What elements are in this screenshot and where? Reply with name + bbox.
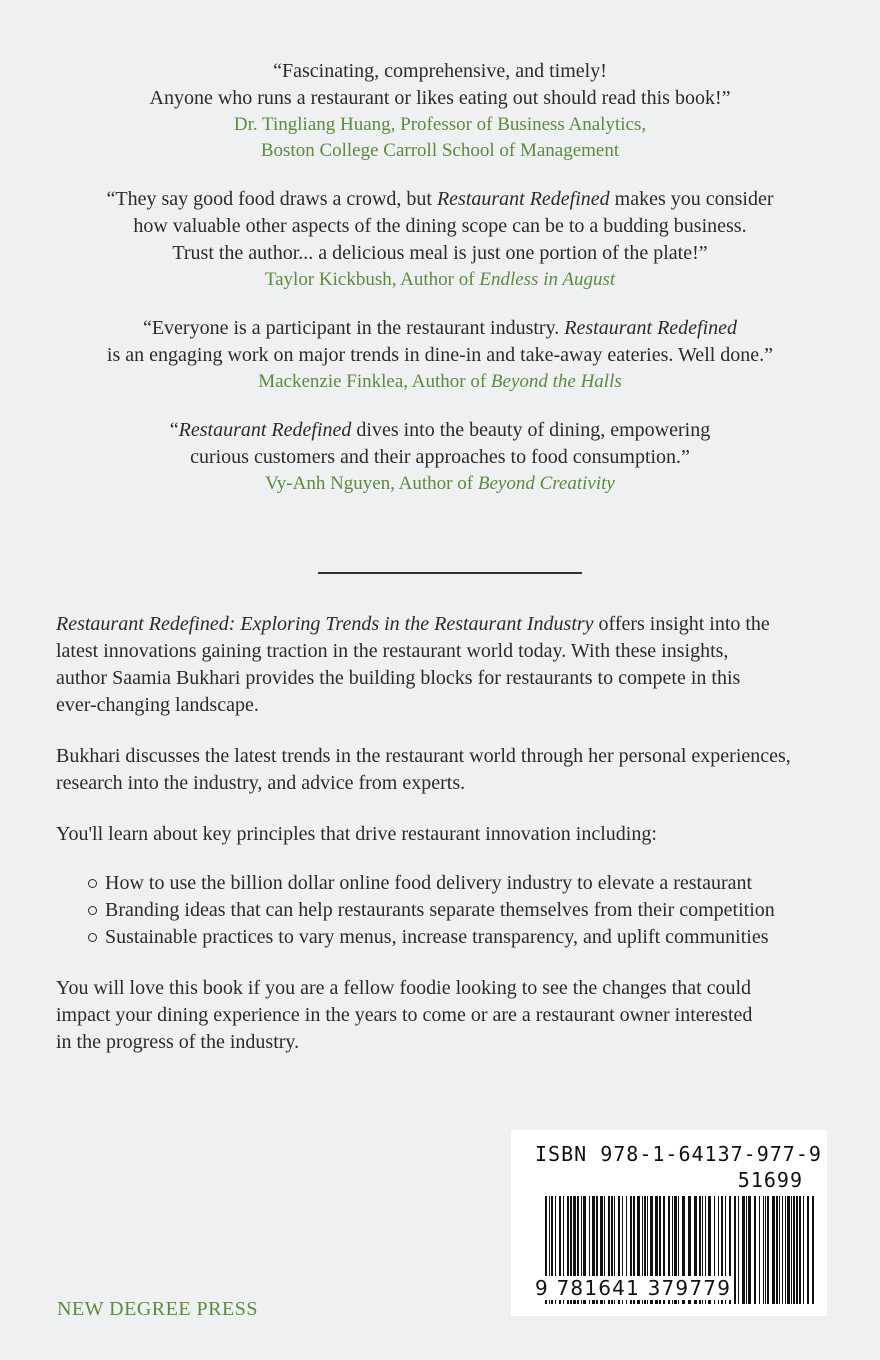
barcode-bar — [782, 1196, 783, 1304]
description-paragraph-3 — [56, 821, 836, 848]
barcode-bar — [796, 1196, 798, 1304]
barcode-bar — [791, 1196, 792, 1304]
text-line: in the progress of the industry. — [56, 1031, 300, 1053]
publisher-name: NEW DEGREE PRESS — [57, 1298, 258, 1320]
list-item — [88, 897, 836, 924]
barcode-bar — [793, 1196, 795, 1304]
quote-line: Trust the author... a delicious meal is just one portion of the plate!” — [172, 242, 708, 264]
price-code: 51699 — [737, 1168, 803, 1192]
quote-attribution: Taylor Kickbush, Author of Endless in August — [264, 269, 616, 290]
section-divider — [318, 572, 582, 574]
barcode-bar — [765, 1196, 766, 1304]
quote-line: how valuable other aspects of the dining scope can be to a budding business. — [133, 215, 747, 237]
barcode-bar — [772, 1196, 775, 1304]
barcode-bar — [742, 1196, 745, 1304]
principles-list — [56, 870, 836, 951]
text-line: Restaurant Redefined: Exploring Trends in the Restaurant Industry offers insight into the — [56, 613, 770, 635]
list-item — [88, 924, 836, 951]
quote-line: “Everyone is a participant in the restaurant industry. Restaurant Redefined — [142, 317, 738, 339]
circle-bullet-icon — [88, 933, 97, 942]
quote-line: Anyone who runs a restaurant or likes eating out should read this book!” — [149, 87, 731, 109]
text-line: ever-changing landscape. — [56, 694, 259, 716]
barcode-bar — [759, 1196, 760, 1304]
circle-bullet-icon — [88, 906, 97, 915]
description-paragraph-1 — [56, 611, 836, 719]
barcode-bar — [767, 1196, 769, 1304]
endorsement-3 — [0, 315, 880, 395]
quote-attribution: Dr. Tingliang Huang, Professor of Business Analytics, — [233, 114, 647, 135]
barcode-bar — [754, 1196, 756, 1304]
list-item-text: Branding ideas that can help restaurants separate themselves from their competition — [105, 899, 775, 921]
barcode-bar — [779, 1196, 780, 1304]
barcode-bar — [803, 1196, 804, 1304]
barcode-bar — [807, 1196, 809, 1304]
text-line: You'll learn about key principles that drive restaurant innovation including: — [56, 823, 657, 845]
endorsements — [0, 58, 880, 519]
ean-digits: 9 781641 379779 — [535, 1276, 732, 1300]
barcode-bar — [748, 1196, 751, 1304]
list-item — [88, 870, 836, 897]
description-paragraph-2 — [56, 743, 836, 797]
text-line: impact your dining experience in the years to come or are a restaurant owner interested — [56, 1004, 753, 1026]
barcode-bar — [763, 1196, 764, 1304]
barcode-bar — [734, 1196, 736, 1304]
isbn-barcode — [511, 1130, 827, 1316]
endorsement-2 — [0, 186, 880, 293]
barcode-bar — [738, 1196, 739, 1304]
barcode-bar — [812, 1196, 814, 1304]
circle-bullet-icon — [88, 879, 97, 888]
barcode-bar — [746, 1196, 747, 1304]
quote-line: “They say good food draws a crowd, but Restaurant Redefined makes you consider — [106, 188, 774, 210]
barcode-bar — [776, 1196, 778, 1304]
quote-attribution: Vy-Anh Nguyen, Author of Beyond Creativity — [265, 473, 615, 494]
barcode-bar — [787, 1196, 790, 1304]
list-item-text: How to use the billion dollar online food delivery industry to elevate a restaurant — [105, 872, 753, 894]
endorsement-1 — [0, 58, 880, 164]
description-paragraph-4 — [56, 975, 836, 1056]
barcode-bar — [785, 1196, 786, 1304]
list-item-text: Sustainable practices to vary menus, increase transparency, and uplift communities — [105, 926, 769, 948]
quote-line: “Fascinating, comprehensive, and timely! — [273, 60, 607, 82]
quote-attribution: Mackenzie Finklea, Author of Beyond the Halls — [258, 371, 622, 392]
book-description — [56, 611, 836, 1080]
quote-line: curious customers and their approaches to food consumption.” — [190, 446, 690, 468]
quote-line: is an engaging work on major trends in dine-in and take-away eateries. Well done.” — [106, 344, 774, 366]
text-line: author Saamia Bukhari provides the building blocks for restaurants to compete in this — [56, 667, 741, 689]
endorsement-4 — [0, 417, 880, 497]
quote-attribution: Boston College Carroll School of Management — [260, 140, 620, 161]
quote-line: “Restaurant Redefined dives into the beauty of dining, empowering — [169, 419, 711, 441]
text-line: research into the industry, and advice from experts. — [56, 772, 466, 794]
text-line: Bukhari discusses the latest trends in the restaurant world through her personal experiences, — [56, 745, 791, 767]
text-line: You will love this book if you are a fellow foodie looking to see the changes that could — [56, 977, 752, 999]
isbn-number: ISBN 978-1-64137-977-9 — [535, 1142, 822, 1166]
barcode-bar — [799, 1196, 801, 1304]
text-line: latest innovations gaining traction in the restaurant world today. With these insights, — [56, 640, 729, 662]
